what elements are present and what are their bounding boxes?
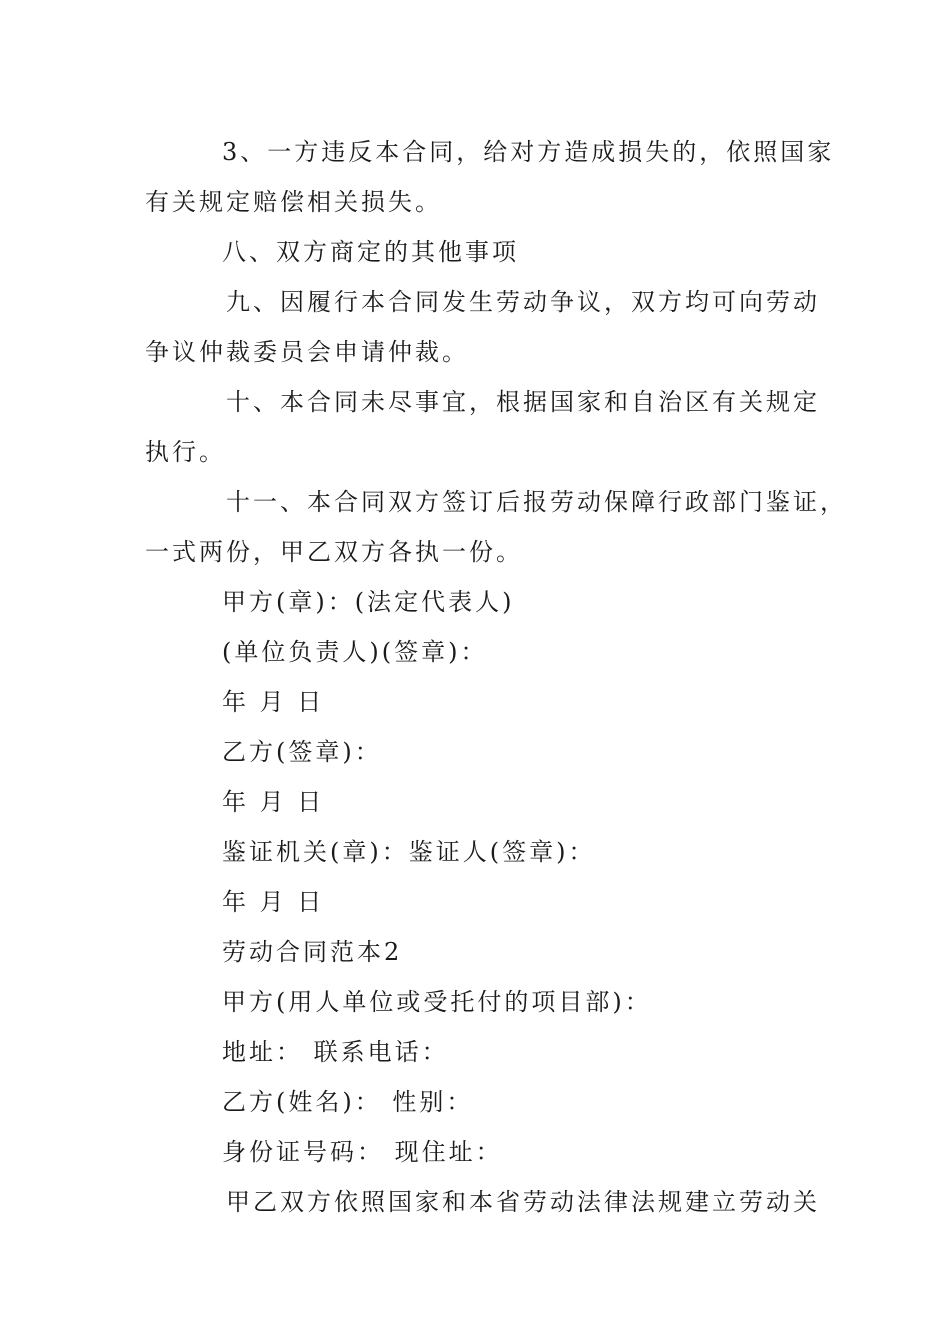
- text-line: 乙方(签章)：: [222, 738, 382, 766]
- text-line: 年 月 日: [222, 788, 325, 816]
- text-line: 十、本合同未尽事宜，根据国家和自治区有关规定: [226, 388, 820, 416]
- text-line: 甲乙双方依照国家和本省劳动法律法规建立劳动关: [226, 1188, 820, 1216]
- text-line: 鉴证机关(章)：鉴证人(签章)：: [222, 838, 596, 866]
- text-line: 争议仲裁委员会申请仲裁。: [145, 338, 469, 366]
- text-line: 乙方(姓名)： 性别：: [222, 1088, 474, 1116]
- text-line: 年 月 日: [222, 888, 325, 916]
- text-line: 八、双方商定的其他事项: [222, 238, 519, 266]
- text-line: 年 月 日: [222, 688, 325, 716]
- text-line: 执行。: [145, 438, 226, 466]
- text-line: 劳动合同范本2: [222, 938, 403, 966]
- text-line: 一式两份，甲乙双方各执一份。: [145, 538, 523, 566]
- text-line: 甲方(章)：(法定代表人): [222, 588, 515, 616]
- text-line: 3、一方违反本合同，给对方造成损失的，依照国家: [222, 138, 835, 166]
- text-line: 甲方(用人单位或受托付的项目部)：: [222, 988, 652, 1016]
- text-line: 九、因履行本合同发生劳动争议，双方均可向劳动: [226, 288, 820, 316]
- text-line: 有关规定赔偿相关损失。: [145, 188, 442, 216]
- text-line: 地址： 联系电话：: [222, 1038, 449, 1066]
- text-line: (单位负责人)(签章)：: [222, 638, 488, 666]
- text-line: 身份证号码： 现住址：: [222, 1138, 503, 1166]
- text-line: 十一、本合同双方签订后报劳动保障行政部门鉴证，: [226, 488, 847, 516]
